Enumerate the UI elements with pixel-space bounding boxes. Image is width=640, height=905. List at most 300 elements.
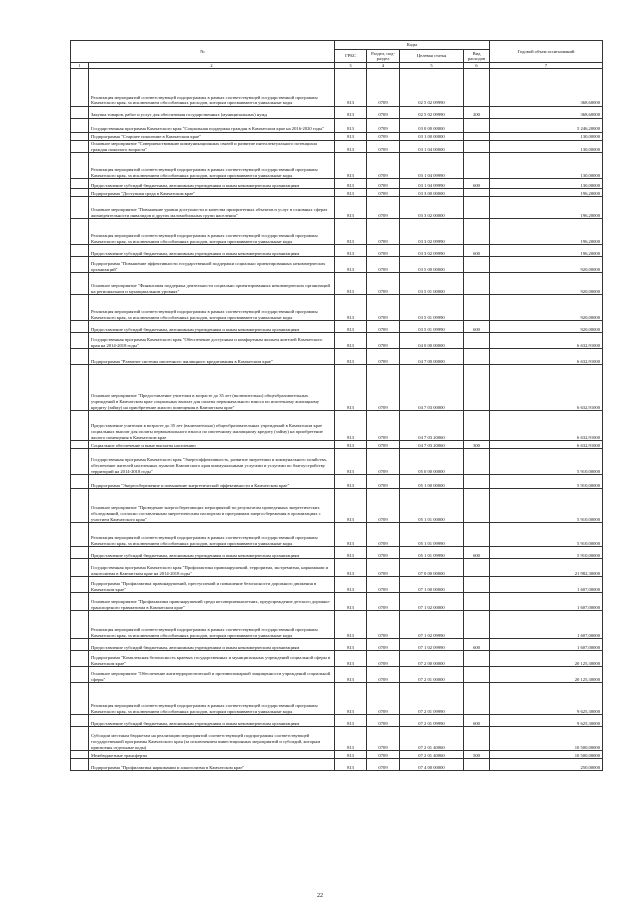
sum-cell: 20 125,30000	[490, 667, 603, 683]
grbs-cell: 813	[335, 727, 367, 751]
sum-cell: 5 910,00000	[490, 547, 603, 559]
table-row	[71, 411, 603, 441]
num-cell	[71, 667, 89, 683]
expense-type-cell	[464, 333, 490, 349]
header-annual-sum: Годовой объем ассигнований	[490, 41, 603, 63]
name-cell: Реализация мероприятий соответствующей подпрограммы в рамках соответствующей государственной программы Камчатского края, за исключением обособленных расходов, которым присваиваются уникальные коды	[89, 523, 335, 547]
target-article-cell: 05 1 01 09990	[400, 547, 464, 559]
target-article-cell: 07 0 00 00000	[400, 559, 464, 577]
name-cell: Субсидии местным бюджетам на реализацию мероприятий соответствующей подпрограммы соответствующей государственной программы Камчатского края (за исключением инвестиционных мероприятий и субсидий, которым присвоены отдельные коды)	[89, 727, 335, 751]
table-row	[71, 245, 603, 257]
expense-type-cell	[464, 559, 490, 577]
table-row	[71, 559, 603, 577]
sum-cell: 250,00000	[490, 759, 603, 771]
razdel-cell: 0709	[367, 245, 400, 257]
name-cell: Подпрограмма "Развитие системы ипотечного жилищного кредитования в Камчатском крае"	[89, 349, 335, 365]
num-cell	[71, 333, 89, 349]
num-cell	[71, 559, 89, 577]
index-cell: 4	[367, 63, 400, 69]
sum-cell: 1 607,00000	[490, 639, 603, 651]
table-row	[71, 333, 603, 349]
sum-cell: 196,20000	[490, 245, 603, 257]
grbs-cell: 813	[335, 197, 367, 219]
num-cell	[71, 197, 89, 219]
table-row	[71, 273, 603, 295]
target-article-cell: 03 3 02 00000	[400, 197, 464, 219]
expense-type-cell: 600	[464, 639, 490, 651]
name-cell: Подпрограмма "Энергосбережение и повышение энергетической эффективности в Камчатском крае"	[89, 475, 335, 489]
grbs-cell: 813	[335, 333, 367, 349]
target-article-cell: 07 2 01 40060	[400, 727, 464, 751]
sum-cell: 6 632,91000	[490, 349, 603, 365]
num-cell	[71, 651, 89, 667]
target-article-cell: 07 1 02 00000	[400, 593, 464, 611]
expense-type-cell	[464, 141, 490, 153]
index-cell: 6	[464, 63, 490, 69]
razdel-cell: 0709	[367, 611, 400, 639]
sum-cell: 10 500,00000	[490, 751, 603, 759]
sum-cell: 920,00000	[490, 257, 603, 273]
razdel-cell: 0709	[367, 489, 400, 523]
target-article-cell: 03 0 00 00000	[400, 119, 464, 133]
target-article-cell: 04 7 00 00000	[400, 349, 464, 365]
razdel-cell: 0709	[367, 219, 400, 245]
header-target-article: Целевая статья	[400, 50, 464, 63]
num-cell	[71, 295, 89, 321]
index-cell: 5	[400, 63, 464, 69]
razdel-cell: 0709	[367, 153, 400, 179]
sum-cell: 6 632,91000	[490, 333, 603, 349]
header-expense-type: Вид расходов	[464, 50, 490, 63]
razdel-cell: 0709	[367, 547, 400, 559]
grbs-cell: 813	[335, 523, 367, 547]
table-row	[71, 141, 603, 153]
num-cell	[71, 475, 89, 489]
num-cell	[71, 449, 89, 475]
table-row	[71, 577, 603, 593]
grbs-cell: 813	[335, 295, 367, 321]
grbs-cell: 813	[335, 179, 367, 189]
target-article-cell: 03 3 02 09990	[400, 245, 464, 257]
expense-type-cell	[464, 759, 490, 771]
document-sheet	[70, 40, 602, 771]
target-article-cell: 04 0 00 00000	[400, 333, 464, 349]
num-cell	[71, 119, 89, 133]
num-cell	[71, 751, 89, 759]
expense-type-cell	[464, 449, 490, 475]
num-cell	[71, 257, 89, 273]
target-article-cell: 03 5 01 00000	[400, 273, 464, 295]
table-row	[71, 189, 603, 197]
target-article-cell: 07 2 00 00000	[400, 651, 464, 667]
expense-type-cell	[464, 189, 490, 197]
num-cell	[71, 273, 89, 295]
table-row	[71, 547, 603, 559]
num-cell	[71, 189, 89, 197]
name-cell: Предоставление субсидий бюджетным, автономным учреждениям и иным некоммерческим организациям	[89, 179, 335, 189]
grbs-cell: 813	[335, 547, 367, 559]
expense-type-cell: 600	[464, 547, 490, 559]
razdel-cell: 0709	[367, 141, 400, 153]
target-article-cell: 03 3 00 00000	[400, 189, 464, 197]
num-cell	[71, 365, 89, 411]
sum-cell: 5 910,00000	[490, 475, 603, 489]
razdel-cell: 0709	[367, 107, 400, 119]
expense-type-cell: 600	[464, 179, 490, 189]
target-article-cell: 07 1 00 00000	[400, 577, 464, 593]
table-row	[71, 759, 603, 771]
table-row	[71, 651, 603, 667]
name-cell: Основное мероприятие "Обеспечение антитеррористической и противопожарной защищенности учреждений социальной сферы"	[89, 667, 335, 683]
razdel-cell: 0709	[367, 683, 400, 715]
name-cell: Подпрограмма "Старшее поколение в Камчатском крае"	[89, 133, 335, 141]
table-row	[71, 365, 603, 411]
name-cell: Подпрограмма "Комплексная безопасность краевых государственных и муниципальных учреждений социальной сферы в Камчатском крае"	[89, 651, 335, 667]
grbs-cell: 813	[335, 759, 367, 771]
sum-cell: 9 625,30000	[490, 683, 603, 715]
target-article-cell: 07 1 02 09990	[400, 639, 464, 651]
grbs-cell: 813	[335, 611, 367, 639]
name-cell: Реализация мероприятий соответствующей подпрограммы в рамках соответствующей государственной программы Камчатского края, за исключением обособленных расходов, которым присваиваются уникальные коды	[89, 683, 335, 715]
name-cell: Подпрограмма "Профилактика наркомании и алкоголизма в Камчатском крае"	[89, 759, 335, 771]
expense-type-cell	[464, 523, 490, 547]
expense-type-cell	[464, 349, 490, 365]
target-article-cell: 07 1 02 09990	[400, 611, 464, 639]
razdel-cell: 0709	[367, 441, 400, 449]
table-row	[71, 593, 603, 611]
num-cell	[71, 611, 89, 639]
table-row	[71, 727, 603, 751]
table-row	[71, 107, 603, 119]
sum-cell: 196,20000	[490, 197, 603, 219]
razdel-cell: 0709	[367, 365, 400, 411]
index-cell: 2	[89, 63, 335, 69]
grbs-cell: 813	[335, 245, 367, 257]
sum-cell: 920,00000	[490, 295, 603, 321]
name-cell: Основное мероприятие "Проведение энергосберегающих мероприятий по результатам проведенных энергетических обследований, согласно составленным энергетическим паспортам и программам энергосбережения в организациях с участием Камчатского края"	[89, 489, 335, 523]
razdel-cell: 0709	[367, 751, 400, 759]
num-cell	[71, 69, 89, 107]
razdel-cell: 0709	[367, 759, 400, 771]
target-article-cell: 03 1 04 09990	[400, 153, 464, 179]
expense-type-cell	[464, 69, 490, 107]
expense-type-cell	[464, 273, 490, 295]
name-cell: Основное мероприятие "Повышение уровня доступности и качества приоритетных объектов и услуг в основных сферах жизнедеятельности инвалидов и других маломобильных групп населения"	[89, 197, 335, 219]
table-row	[71, 715, 603, 727]
target-article-cell: 03 1 04 09990	[400, 179, 464, 189]
sum-cell: 6 632,91000	[490, 411, 603, 441]
grbs-cell: 813	[335, 683, 367, 715]
sum-cell: 5 910,00000	[490, 449, 603, 475]
sum-cell: 10 500,00000	[490, 727, 603, 751]
razdel-cell: 0709	[367, 273, 400, 295]
name-cell: Основное мероприятие "Совершенствование коммуникационных связей и развитие интеллектуального потенциала граждан пожилого возраста"	[89, 141, 335, 153]
sum-cell: 1 607,00000	[490, 577, 603, 593]
name-cell: Закупка товаров, работ и услуг для обеспечения государственных (муниципальных) нужд	[89, 107, 335, 119]
grbs-cell: 813	[335, 365, 367, 411]
expense-type-cell	[464, 411, 490, 441]
grbs-cell: 813	[335, 219, 367, 245]
name-cell: Основное мероприятие "Финансовая поддержка деятельности социально ориентированных некоммерческих организаций на региональном и муниципальном уровнях"	[89, 273, 335, 295]
table-row	[71, 523, 603, 547]
expense-type-cell	[464, 153, 490, 179]
sum-cell: 920,00000	[490, 321, 603, 333]
num-cell	[71, 759, 89, 771]
grbs-cell: 813	[335, 449, 367, 475]
razdel-cell: 0709	[367, 651, 400, 667]
sum-cell: 130,00000	[490, 153, 603, 179]
razdel-cell: 0709	[367, 411, 400, 441]
table-row	[71, 751, 603, 759]
razdel-cell: 0709	[367, 133, 400, 141]
sum-cell: 5 910,00000	[490, 523, 603, 547]
target-article-cell: 07 2 01 40060	[400, 751, 464, 759]
num-cell	[71, 219, 89, 245]
expense-type-cell	[464, 219, 490, 245]
header-grbs: ГРБС	[335, 50, 367, 63]
razdel-cell: 0709	[367, 197, 400, 219]
sum-cell: 196,20000	[490, 219, 603, 245]
num-cell	[71, 411, 89, 441]
expense-type-cell: 200	[464, 107, 490, 119]
razdel-cell: 0709	[367, 475, 400, 489]
name-cell: Государственная программа Камчатского края "Энергоэффективность, развитие энергетики и коммунального хозяйства, обеспечение жителей населенных пунктов Камчатского края коммунальными услугами и услугами по благоустройству территорий на 2014-2018 годы"	[89, 449, 335, 475]
index-cell: 7	[490, 63, 603, 69]
expense-type-cell	[464, 133, 490, 141]
page-number: 22	[317, 893, 323, 899]
grbs-cell: 813	[335, 475, 367, 489]
header-number: №	[71, 41, 335, 63]
name-cell: Реализация мероприятий соответствующей подпрограммы в рамках соответствующей государственной программы Камчатского края, за исключением обособленных расходов, которым присваиваются уникальные коды	[89, 69, 335, 107]
name-cell: Государственная программа Камчатского края "Социальная поддержка граждан в Камчатском крае на 2016-2020 годы"	[89, 119, 335, 133]
expense-type-cell	[464, 593, 490, 611]
target-article-cell: 02 5 02 09990	[400, 107, 464, 119]
sum-cell: 5 246,20000	[490, 119, 603, 133]
target-article-cell: 02 5 02 09990	[400, 69, 464, 107]
grbs-cell: 813	[335, 411, 367, 441]
target-article-cell: 05 1 01 00000	[400, 489, 464, 523]
razdel-cell: 0709	[367, 119, 400, 133]
grbs-cell: 813	[335, 593, 367, 611]
target-article-cell: 03 5 01 09990	[400, 295, 464, 321]
target-article-cell: 07 2 01 09990	[400, 715, 464, 727]
target-article-cell: 07 2 01 09990	[400, 683, 464, 715]
table-row	[71, 321, 603, 333]
expense-type-cell	[464, 119, 490, 133]
name-cell: Подпрограмма "Профилактика правонарушений, преступлений и повышение безопасности дорожного движения в Камчатском крае"	[89, 577, 335, 593]
grbs-cell: 813	[335, 489, 367, 523]
num-cell	[71, 523, 89, 547]
grbs-cell: 813	[335, 349, 367, 365]
razdel-cell: 0709	[367, 523, 400, 547]
num-cell	[71, 321, 89, 333]
grbs-cell: 813	[335, 133, 367, 141]
grbs-cell: 813	[335, 141, 367, 153]
razdel-cell: 0709	[367, 179, 400, 189]
grbs-cell: 813	[335, 153, 367, 179]
name-cell: Реализация мероприятий соответствующей подпрограммы в рамках соответствующей государственной программы Камчатского края, за исключением обособленных расходов, которым присваиваются уникальные коды	[89, 295, 335, 321]
table-row	[71, 449, 603, 475]
razdel-cell: 0709	[367, 449, 400, 475]
target-article-cell: 04 7 03 00000	[400, 365, 464, 411]
expense-type-cell: 300	[464, 441, 490, 449]
table-row	[71, 219, 603, 245]
grbs-cell: 813	[335, 577, 367, 593]
name-cell: Предоставление субсидий бюджетным, автономным учреждениям и иным некоммерческим организациям	[89, 321, 335, 333]
sum-cell: 130,00000	[490, 179, 603, 189]
expense-type-cell	[464, 611, 490, 639]
name-cell: Реализация мероприятий соответствующей подпрограммы в рамках соответствующей государственной программы Камчатского края, за исключением обособленных расходов, которым присваиваются уникальные коды	[89, 611, 335, 639]
name-cell: Подпрограмма "Доступная среда в Камчатском крае"	[89, 189, 335, 197]
razdel-cell: 0709	[367, 559, 400, 577]
table-row	[71, 441, 603, 449]
sum-cell: 368,60000	[490, 107, 603, 119]
target-article-cell: 07 4 00 00000	[400, 759, 464, 771]
expense-type-cell	[464, 727, 490, 751]
expense-type-cell: 600	[464, 321, 490, 333]
table-row	[71, 639, 603, 651]
num-cell	[71, 153, 89, 179]
name-cell: Социальное обеспечение и иные выплаты населению	[89, 441, 335, 449]
num-cell	[71, 441, 89, 449]
num-cell	[71, 133, 89, 141]
header-razdel: Раздел, под-раздел	[367, 50, 400, 63]
num-cell	[71, 683, 89, 715]
num-cell	[71, 489, 89, 523]
target-article-cell: 03 1 04 00000	[400, 141, 464, 153]
razdel-cell: 0709	[367, 295, 400, 321]
name-cell: Предоставление субсидий бюджетным, автономным учреждениям и иным некоммерческим организациям	[89, 245, 335, 257]
target-article-cell: 04 7 03 20060	[400, 411, 464, 441]
num-cell	[71, 577, 89, 593]
grbs-cell: 813	[335, 273, 367, 295]
razdel-cell: 0709	[367, 727, 400, 751]
razdel-cell: 0709	[367, 577, 400, 593]
razdel-cell: 0709	[367, 667, 400, 683]
sum-cell: 920,00000	[490, 273, 603, 295]
target-article-cell: 05 1 01 09990	[400, 523, 464, 547]
table-row	[71, 489, 603, 523]
sum-cell: 130,00000	[490, 141, 603, 153]
table-row	[71, 119, 603, 133]
expense-type-cell	[464, 295, 490, 321]
expense-type-cell	[464, 577, 490, 593]
grbs-cell: 813	[335, 559, 367, 577]
grbs-cell: 813	[335, 715, 367, 727]
grbs-cell: 813	[335, 651, 367, 667]
expense-type-cell	[464, 365, 490, 411]
target-article-cell: 03 3 02 09990	[400, 219, 464, 245]
name-cell: Подпрограмма "Повышение эффективности государственной поддержки социально ориентированных некоммерческих организаций"	[89, 257, 335, 273]
sum-cell: 5 910,00000	[490, 489, 603, 523]
name-cell: Основное мероприятие "Предоставление учителям в возрасте до 35 лет (включительно) общеобразовательных учреждений в Камчатском крае социальных выплат для оплаты первоначального взноса по ипотечному жилищному кредиту (займу) на приобретение жилого помещения в Камчатском крае"	[89, 365, 335, 411]
razdel-cell: 0709	[367, 593, 400, 611]
table-row	[71, 133, 603, 141]
num-cell	[71, 715, 89, 727]
table-row	[71, 667, 603, 683]
expense-type-cell	[464, 489, 490, 523]
grbs-cell: 813	[335, 751, 367, 759]
sum-cell: 6 632,91000	[490, 365, 603, 411]
grbs-cell: 813	[335, 441, 367, 449]
name-cell: Межбюджетные трансферты	[89, 751, 335, 759]
num-cell	[71, 639, 89, 651]
grbs-cell: 813	[335, 189, 367, 197]
name-cell: Государственная программа Камчатского края "Обеспечение доступным и комфортным жильем жителей Камчатского края на 2014-2018 годы"	[89, 333, 335, 349]
expense-type-cell: 600	[464, 715, 490, 727]
razdel-cell: 0709	[367, 639, 400, 651]
table-row	[71, 349, 603, 365]
razdel-cell: 0709	[367, 349, 400, 365]
expense-type-cell	[464, 197, 490, 219]
sum-cell: 1 607,00000	[490, 593, 603, 611]
razdel-cell: 0709	[367, 69, 400, 107]
table-row	[71, 475, 603, 489]
table-row	[71, 197, 603, 219]
grbs-cell: 813	[335, 321, 367, 333]
table-row	[71, 683, 603, 715]
sum-cell: 196,20000	[490, 189, 603, 197]
num-cell	[71, 107, 89, 119]
table-row	[71, 257, 603, 273]
name-cell: Основное мероприятие "Профилактика правонарушений среди несовершеннолетних, предупреждение детского дорожно-транспортного травматизма в Камчатском крае"	[89, 593, 335, 611]
expense-type-cell: 600	[464, 245, 490, 257]
sum-cell: 9 625,30000	[490, 715, 603, 727]
num-cell	[71, 593, 89, 611]
razdel-cell: 0709	[367, 333, 400, 349]
razdel-cell: 0709	[367, 189, 400, 197]
name-cell: Предоставление субсидий бюджетным, автономным учреждениям и иным некоммерческим организациям	[89, 547, 335, 559]
target-article-cell: 05 1 00 00000	[400, 475, 464, 489]
grbs-cell: 813	[335, 667, 367, 683]
sum-cell: 6 632,91000	[490, 441, 603, 449]
target-article-cell: 04 7 03 20060	[400, 441, 464, 449]
table-row	[71, 153, 603, 179]
razdel-cell: 0709	[367, 257, 400, 273]
num-cell	[71, 245, 89, 257]
expense-type-cell	[464, 475, 490, 489]
num-cell	[71, 349, 89, 365]
name-cell: Предоставление субсидий бюджетным, автономным учреждениям и иным некоммерческим организациям	[89, 715, 335, 727]
name-cell: Реализация мероприятий соответствующей подпрограммы в рамках соответствующей государственной программы Камчатского края, за исключением обособленных расходов, которым присваиваются уникальные коды	[89, 153, 335, 179]
name-cell: Реализация мероприятий соответствующей подпрограммы в рамках соответствующей государственной программы Камчатского края, за исключением обособленных расходов, которым присваиваются уникальные коды	[89, 219, 335, 245]
target-article-cell: 07 2 01 00000	[400, 667, 464, 683]
index-cell: 3	[335, 63, 367, 69]
name-cell: Предоставление субсидий бюджетным, автономным учреждениям и иным некоммерческим организациям	[89, 639, 335, 651]
expense-type-cell: 500	[464, 751, 490, 759]
expense-type-cell	[464, 257, 490, 273]
sum-cell: 20 125,30000	[490, 651, 603, 667]
grbs-cell: 813	[335, 107, 367, 119]
sum-cell: 368,60000	[490, 69, 603, 107]
name-cell: Государственная программа Камчатского края "Профилактика правонарушений, терроризма, экстремизма, наркомании и алкоголизма в Камчатском крае на 2014-2018 годы"	[89, 559, 335, 577]
sum-cell: 1 607,00000	[490, 611, 603, 639]
grbs-cell: 813	[335, 69, 367, 107]
grbs-cell: 813	[335, 639, 367, 651]
header-codes: Коды	[335, 41, 490, 50]
expense-type-cell	[464, 651, 490, 667]
target-article-cell: 03 1 00 00000	[400, 133, 464, 141]
table-row	[71, 69, 603, 107]
grbs-cell: 813	[335, 257, 367, 273]
name-cell: Предоставление учителям в возрасте до 35 лет (включительно) общеобразовательных учреждений в Камчатском крае социальных выплат для оплаты первоначального взноса по ипотечному жилищному кредиту (займу) на приобретение жилого помещения в Камчатском крае	[89, 411, 335, 441]
sum-cell: 21 982,30000	[490, 559, 603, 577]
index-cell: 1	[71, 63, 89, 69]
table-row	[71, 295, 603, 321]
razdel-cell: 0709	[367, 321, 400, 333]
num-cell	[71, 179, 89, 189]
table-row	[71, 179, 603, 189]
